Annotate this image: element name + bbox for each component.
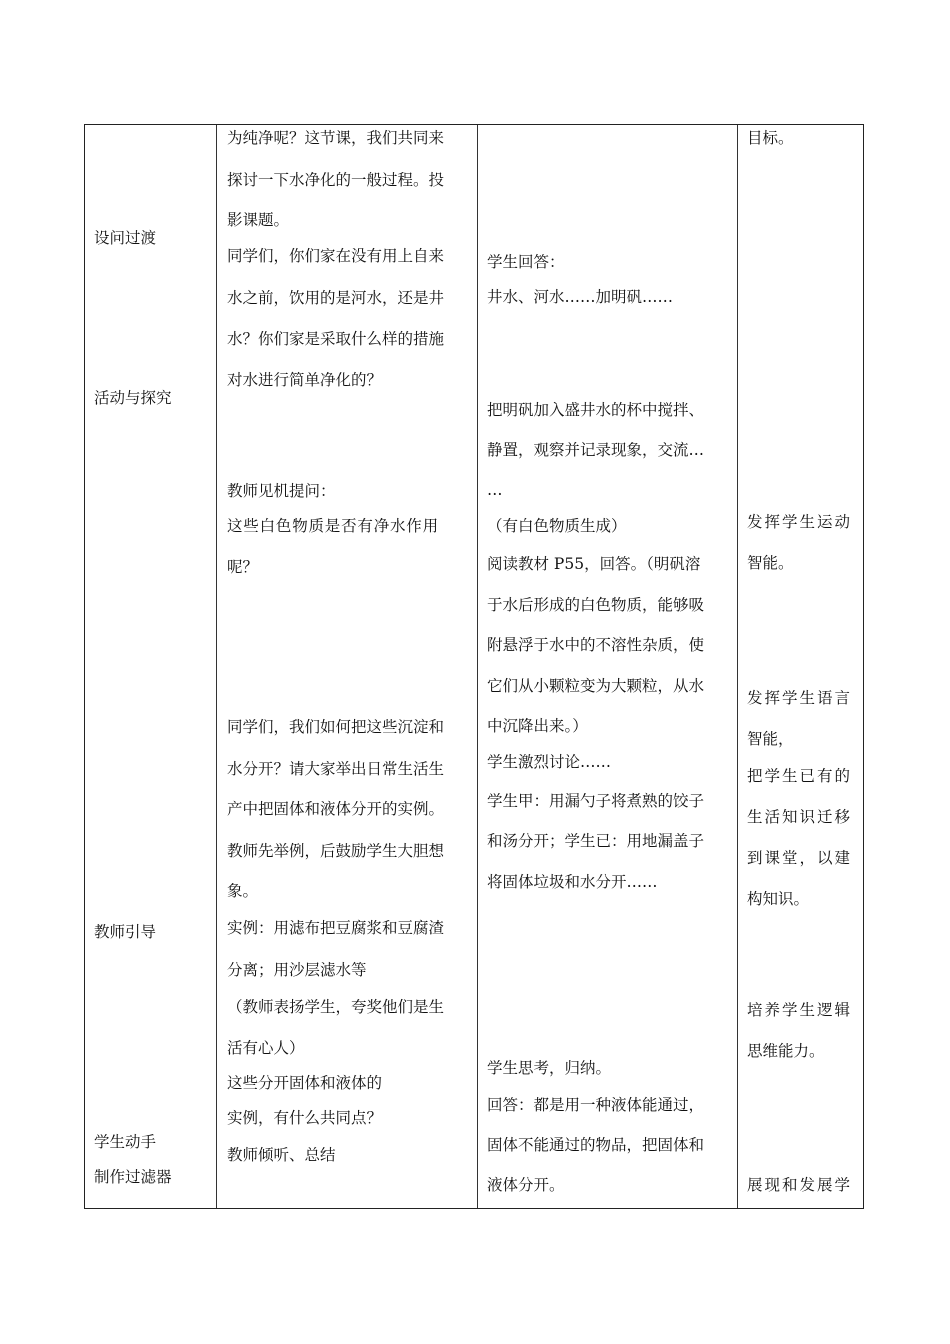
stage-label: 学生动手 bbox=[94, 1133, 157, 1151]
teacher-text-line: 水分开？请大家举出日常生活生 bbox=[227, 760, 445, 778]
student-text-line: （有白色物质生成） bbox=[487, 517, 627, 535]
student-text-line: 井水、河水……加明矾…… bbox=[487, 288, 674, 306]
student-text-line: 附悬浮于水中的不溶性杂质，使 bbox=[487, 636, 705, 654]
student-text-line: 和汤分开；学生已：用地漏盖子 bbox=[487, 832, 705, 850]
teacher-text-line: 这些白色物质是否有净水作用 bbox=[227, 517, 439, 535]
intent-text-line: 构知识。 bbox=[747, 890, 810, 908]
intent-text-line: 生活知识迁移 bbox=[747, 808, 853, 826]
intent-text-line: 目标。 bbox=[747, 129, 794, 147]
teacher-text-line: （教师表扬学生，夸奖他们是生 bbox=[227, 998, 445, 1016]
student-text-line: 它们从小颗粒变为大颗粒，从水 bbox=[487, 677, 705, 695]
teacher-text-line: 产中把固体和液体分开的实例。 bbox=[227, 800, 445, 818]
student-text-line: 液体分开。 bbox=[487, 1176, 565, 1194]
student-text-line: 中沉降出来。） bbox=[487, 717, 588, 735]
student-text-line: 于水后形成的白色物质，能够吸 bbox=[487, 596, 705, 614]
intent-text-line: 展现和发展学 bbox=[747, 1176, 853, 1194]
stage-label: 设问过渡 bbox=[94, 229, 157, 247]
teacher-text-line: 水之前，饮用的是河水，还是井 bbox=[227, 289, 445, 307]
student-text-line: 阅读教材 P55，回答。（明矾溶 bbox=[487, 555, 701, 573]
intent-text-line: 智能。 bbox=[747, 554, 794, 572]
column-divider bbox=[477, 125, 478, 1208]
intent-text-line: 把学生已有的 bbox=[747, 767, 853, 785]
student-text-line: 学生激烈讨论…… bbox=[487, 753, 612, 771]
teacher-text-line: 分离；用沙层滤水等 bbox=[227, 961, 367, 979]
teacher-text-line: 同学们，你们家在没有用上自来 bbox=[227, 247, 445, 265]
teacher-text-line: 探讨一下水净化的一般过程。投 bbox=[227, 171, 445, 189]
student-text-line: 回答：都是用一种液体能通过， bbox=[487, 1096, 705, 1114]
intent-text-line: 到课堂，以建 bbox=[747, 849, 853, 867]
teacher-text-line: 为纯净呢？这节课，我们共同来 bbox=[227, 129, 445, 147]
teacher-text-line: 同学们，我们如何把这些沉淀和 bbox=[227, 718, 445, 736]
student-text-line: 把明矾加入盛井水的杯中搅拌、 bbox=[487, 401, 705, 419]
column-divider bbox=[737, 125, 738, 1208]
student-text-line: 静置，观察并记录现象，交流… bbox=[487, 441, 705, 459]
intent-text-line: 智能， bbox=[747, 730, 794, 748]
intent-text-line: 思维能力。 bbox=[747, 1042, 825, 1060]
student-text-line: 固体不能通过的物品，把固体和 bbox=[487, 1136, 705, 1154]
teacher-text-line: 教师倾听、总结 bbox=[227, 1146, 336, 1164]
teacher-text-line: 这些分开固体和液体的 bbox=[227, 1074, 383, 1092]
teacher-text-line: 实例，有什么共同点？ bbox=[227, 1109, 383, 1127]
stage-label: 制作过滤器 bbox=[94, 1168, 172, 1186]
intent-text-line: 培养学生逻辑 bbox=[747, 1001, 853, 1019]
teacher-text-line: 教师先举例，后鼓励学生大胆想 bbox=[227, 842, 445, 860]
teacher-text-line: 教师见机提问： bbox=[227, 482, 336, 500]
stage-label: 教师引导 bbox=[94, 923, 157, 941]
teacher-text-line: 象。 bbox=[227, 882, 259, 900]
teacher-text-line: 呢？ bbox=[227, 558, 259, 576]
student-text-line: 学生回答： bbox=[487, 253, 565, 271]
stage-label: 活动与探究 bbox=[94, 389, 172, 407]
student-text-line: … bbox=[487, 481, 503, 499]
teacher-text-line: 活有心人） bbox=[227, 1039, 305, 1057]
intent-text-line: 发挥学生运动 bbox=[747, 513, 853, 531]
student-text-line: 学生甲：用漏勺子将煮熟的饺子 bbox=[487, 792, 705, 810]
teacher-text-line: 影课题。 bbox=[227, 211, 290, 229]
teacher-text-line: 对水进行简单净化的？ bbox=[227, 371, 383, 389]
column-divider bbox=[216, 125, 217, 1208]
student-text-line: 学生思考，归纳。 bbox=[487, 1059, 612, 1077]
teacher-text-line: 实例：用滤布把豆腐浆和豆腐渣 bbox=[227, 919, 445, 937]
student-text-line: 将固体垃圾和水分开…… bbox=[487, 873, 658, 891]
intent-text-line: 发挥学生语言 bbox=[747, 689, 853, 707]
teacher-text-line: 水？你们家是采取什么样的措施 bbox=[227, 330, 445, 348]
